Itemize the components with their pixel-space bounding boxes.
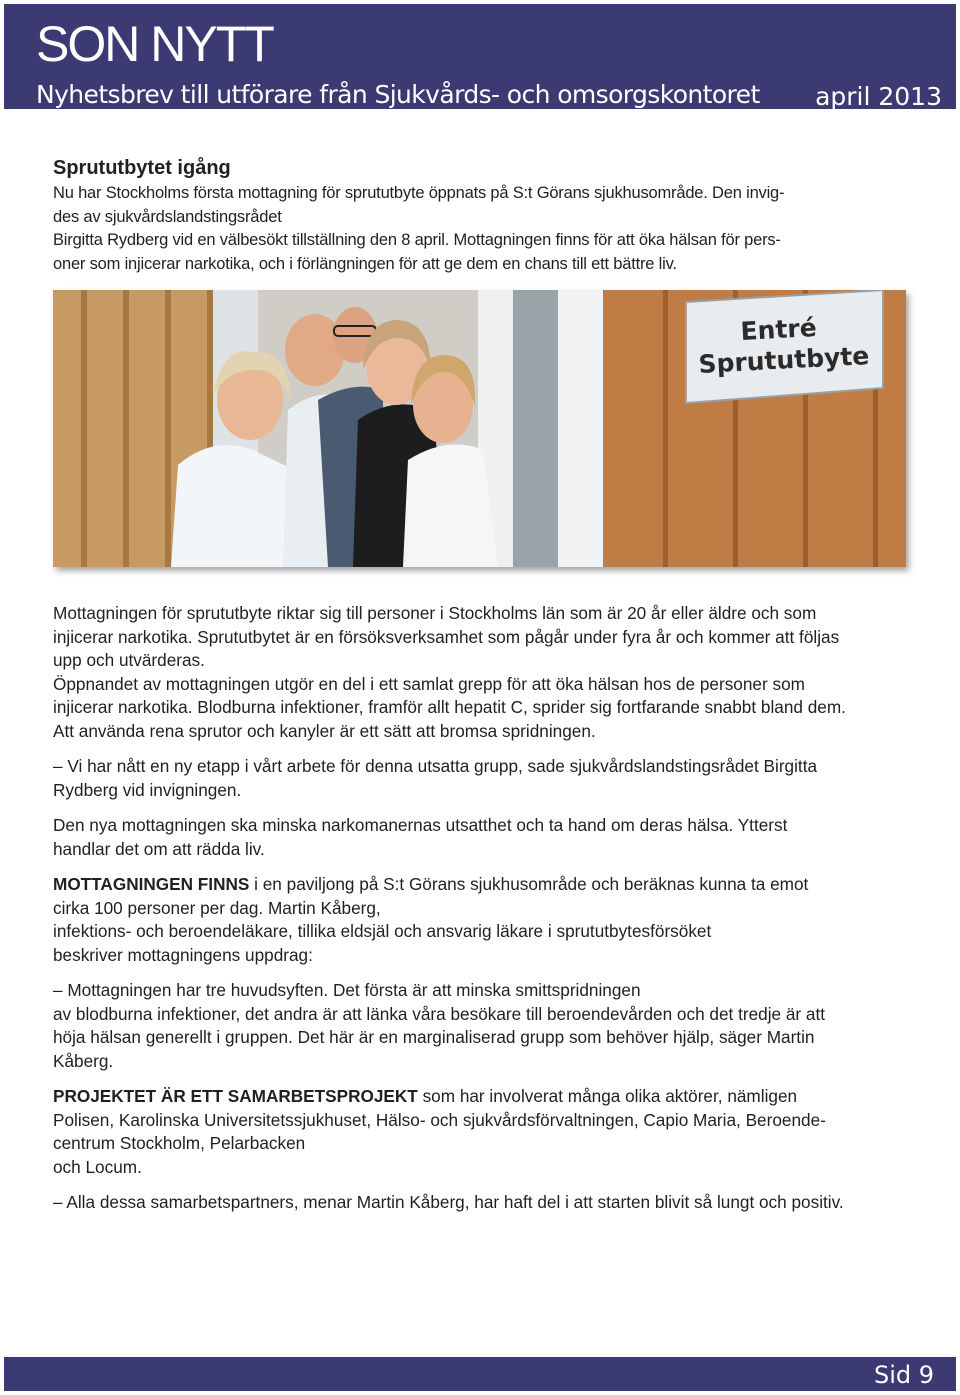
quote-line: – Alla dessa samarbetspartners, menar Martin Kåberg, har haft del i att starten blivit så lungt och positiv. bbox=[53, 1192, 844, 1212]
quote-line: – Vi har nått en ny etapp i vårt arbete för denna utsatta grupp, sade sjukvårdslandstingsrådet Birgitta bbox=[53, 756, 818, 776]
body-line: Den nya mottagningen ska minska narkomanernas utsatthet och ta hand om deras hälsa. Ytterst bbox=[53, 815, 788, 835]
quote-line: Kåberg. bbox=[53, 1050, 114, 1071]
intro-line: des av sjukvårdslandstingsrådet bbox=[53, 207, 282, 226]
page-footer bbox=[4, 1357, 956, 1391]
newsletter-header bbox=[4, 4, 956, 109]
article-body bbox=[53, 602, 909, 1215]
body-line: injicerar narkotika. Blodburna infektioner, framför allt hepatit C, sprider sig fortfarande snabbt bland dem. bbox=[53, 697, 846, 717]
sign-text-line1: Entré bbox=[739, 313, 818, 346]
section-lead: PROJEKTET ÄR ETT SAMARBETSPROJEKT bbox=[53, 1086, 418, 1106]
body-line: Att använda rena sprutor och kanyler är ett sätt att bromsa spridningen. bbox=[53, 720, 596, 741]
intro-line: oner som injicerar narkotika, och i förlängningen för att ge dem en chans till ett bättre liv. bbox=[53, 254, 677, 273]
section-lead: MOTTAGNINGEN FINNS bbox=[53, 874, 250, 894]
article-intro bbox=[53, 156, 909, 276]
quote-line: – Mottagningen har tre huvudsyften. Det första är att minska smittspridningen bbox=[53, 980, 641, 1000]
intro-line: Birgitta Rydberg vid en välbesökt tillställning den 8 april. Mottagningen finns för att öka hälsan för pers- bbox=[53, 231, 781, 249]
body-line: Öppnandet av mottagningen utgör en del i ett samlat grepp för att öka hälsan hos de personer som bbox=[53, 673, 805, 694]
body-line: Mottagningen för sprututbyte riktar sig till personer i Stockholms län som är 20 år eller äldre och som bbox=[53, 603, 817, 623]
quote-line: av blodburna infektioner, det andra är att länka våra besökare till beroendevården och det tredje är att bbox=[53, 1003, 826, 1024]
quote-line: Rydberg vid invigningen. bbox=[53, 779, 242, 800]
newsletter-subtitle: Nyhetsbrev till utförare från Sjukvårds- och omsorgskontoret bbox=[36, 80, 760, 109]
page-number: Sid 9 bbox=[873, 1361, 934, 1389]
intro-line: Nu har Stockholms första mottagning för sprututbyte öppnats på S:t Görans sjukhusområde. Den invig- bbox=[53, 184, 785, 202]
body-line: upp och utvärderas. bbox=[53, 650, 205, 670]
body-line: handlar det om att rädda liv. bbox=[53, 838, 265, 859]
body-line bbox=[53, 1085, 909, 1109]
newsletter-title: SON NYTT bbox=[36, 16, 273, 72]
body-line: cirka 100 personer per dag. Martin Kåberg, bbox=[53, 897, 381, 918]
body-line: injicerar narkotika. Sprututbytet är en försöksverksamhet som pågår under fyra år och kommer att följas bbox=[53, 626, 840, 647]
quote-line: höja hälsan generellt i gruppen. Det här är en marginaliserad grupp som behöver hjälp, säger Martin bbox=[53, 1027, 815, 1047]
body-line bbox=[53, 873, 909, 897]
body-line: infektions- och beroendeläkare, tillika eldsjäl och ansvarig läkare i sprututbytesförsöket bbox=[53, 921, 712, 941]
sign-text-line2: Sprututbyte bbox=[697, 341, 870, 379]
body-line: centrum Stockholm, Pelarbacken bbox=[53, 1133, 306, 1153]
body-line: och Locum. bbox=[53, 1156, 142, 1177]
body-line: Polisen, Karolinska Universitetssjukhuset, Hälso- och sjukvårdsförvaltningen, Capio Maria, Beroende- bbox=[53, 1109, 826, 1130]
issue-date: april 2013 bbox=[815, 82, 942, 111]
photo-illustration bbox=[53, 290, 906, 567]
article-headline: Sprututbytet igång bbox=[53, 157, 231, 179]
body-text: som har involverat många olika aktörer, nämligen bbox=[417, 1086, 798, 1106]
body-text: i en paviljong på S:t Görans sjukhusområde och beräknas kunna ta emot bbox=[249, 874, 809, 894]
body-line: beskriver mottagningens uppdrag: bbox=[53, 944, 313, 965]
article-photo bbox=[53, 290, 906, 567]
